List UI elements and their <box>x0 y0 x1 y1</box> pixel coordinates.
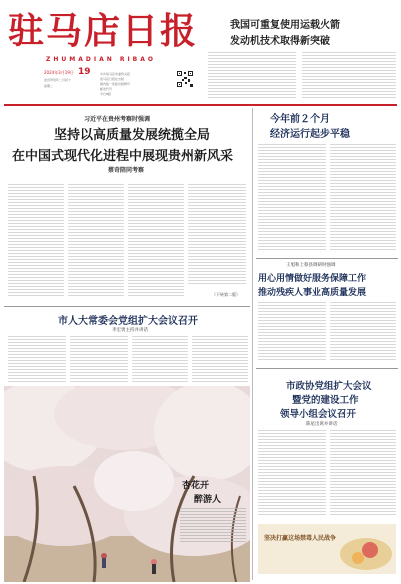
photo-caption-2: 醉游人 <box>194 495 222 505</box>
lead-continued: （下转第二版） <box>212 292 240 297</box>
side2-kicker: 王旭和上蔡县调研时强调 <box>286 263 336 268</box>
lead-kicker: 习近平在贵州考察时强调 <box>84 116 151 123</box>
masthead-info4: 邮发代号 <box>100 87 113 91</box>
lead-byline: 蔡奇陪同考察 <box>108 167 145 174</box>
masthead-info3: 国内统一连续出版物号 <box>100 82 131 86</box>
story4-headline-1: 市政协党组扩大会议 <box>286 381 372 392</box>
top-right-headline-2: 发动机技术取得新突破 <box>230 36 330 47</box>
blossom-photo-image <box>4 386 250 582</box>
column-divider <box>252 108 253 580</box>
top-right-headline-1: 我国可重复使用运载火箭 <box>230 20 340 31</box>
masthead-info2: 驻马店日报社出版 <box>100 77 125 81</box>
ad-flower-icon <box>258 524 396 574</box>
story4-byline: 陈星出席并讲话 <box>306 422 338 427</box>
blossom-photo <box>4 386 250 582</box>
side1-headline-1: 今年前２个月 <box>270 114 330 125</box>
lead-story <box>4 108 250 304</box>
side-story-1 <box>256 108 398 258</box>
lead-headline-1: 坚持以高质量发展统揽全局 <box>54 128 211 143</box>
side1-headline-2: 经济运行起步平稳 <box>270 129 350 140</box>
ad-text: 坚决打赢这场禁毒人民战争 <box>264 535 337 542</box>
story-4 <box>256 370 398 520</box>
story4-headline-2: 暨党的建设工作 <box>292 395 359 406</box>
masthead-info1: 中共驻马店市委机关报 <box>100 72 131 76</box>
anti-drug-ad <box>258 524 396 574</box>
side-story-2 <box>256 260 398 366</box>
masthead-issue-info <box>44 67 164 100</box>
masthead-divider <box>4 104 397 106</box>
photo-caption-1: 杏花开 <box>182 481 210 491</box>
masthead-info5: 今日8版 <box>100 92 111 96</box>
top-right-story <box>208 4 398 100</box>
story-3 <box>4 308 250 386</box>
side2-headline-1: 用心用情做好服务保障工作 <box>258 274 367 284</box>
lead-headline-2: 在中国式现代化进程中展现贵州新风采 <box>12 149 234 164</box>
masthead-issue-no: 19 <box>78 67 91 77</box>
masthead-title: 驻马店日报 <box>8 10 199 52</box>
masthead-weekday: 星期二 <box>44 84 54 88</box>
story4-headline-3: 领导小组会议召开 <box>280 409 357 420</box>
qr-code-icon <box>176 70 194 88</box>
masthead-date: 2024年3月19日 <box>44 70 74 75</box>
masthead-pinyin: ZHUMADIAN RIBAO <box>46 56 156 63</box>
masthead-lunar: 农历甲辰年二月初十 <box>44 78 72 82</box>
story3-headline: 市人大常委会党组扩大会议召开 <box>58 316 198 327</box>
story3-byline: 李宏勇主持并讲话 <box>112 328 148 333</box>
side2-headline-2: 推动残疾人事业高质量发展 <box>258 288 367 298</box>
